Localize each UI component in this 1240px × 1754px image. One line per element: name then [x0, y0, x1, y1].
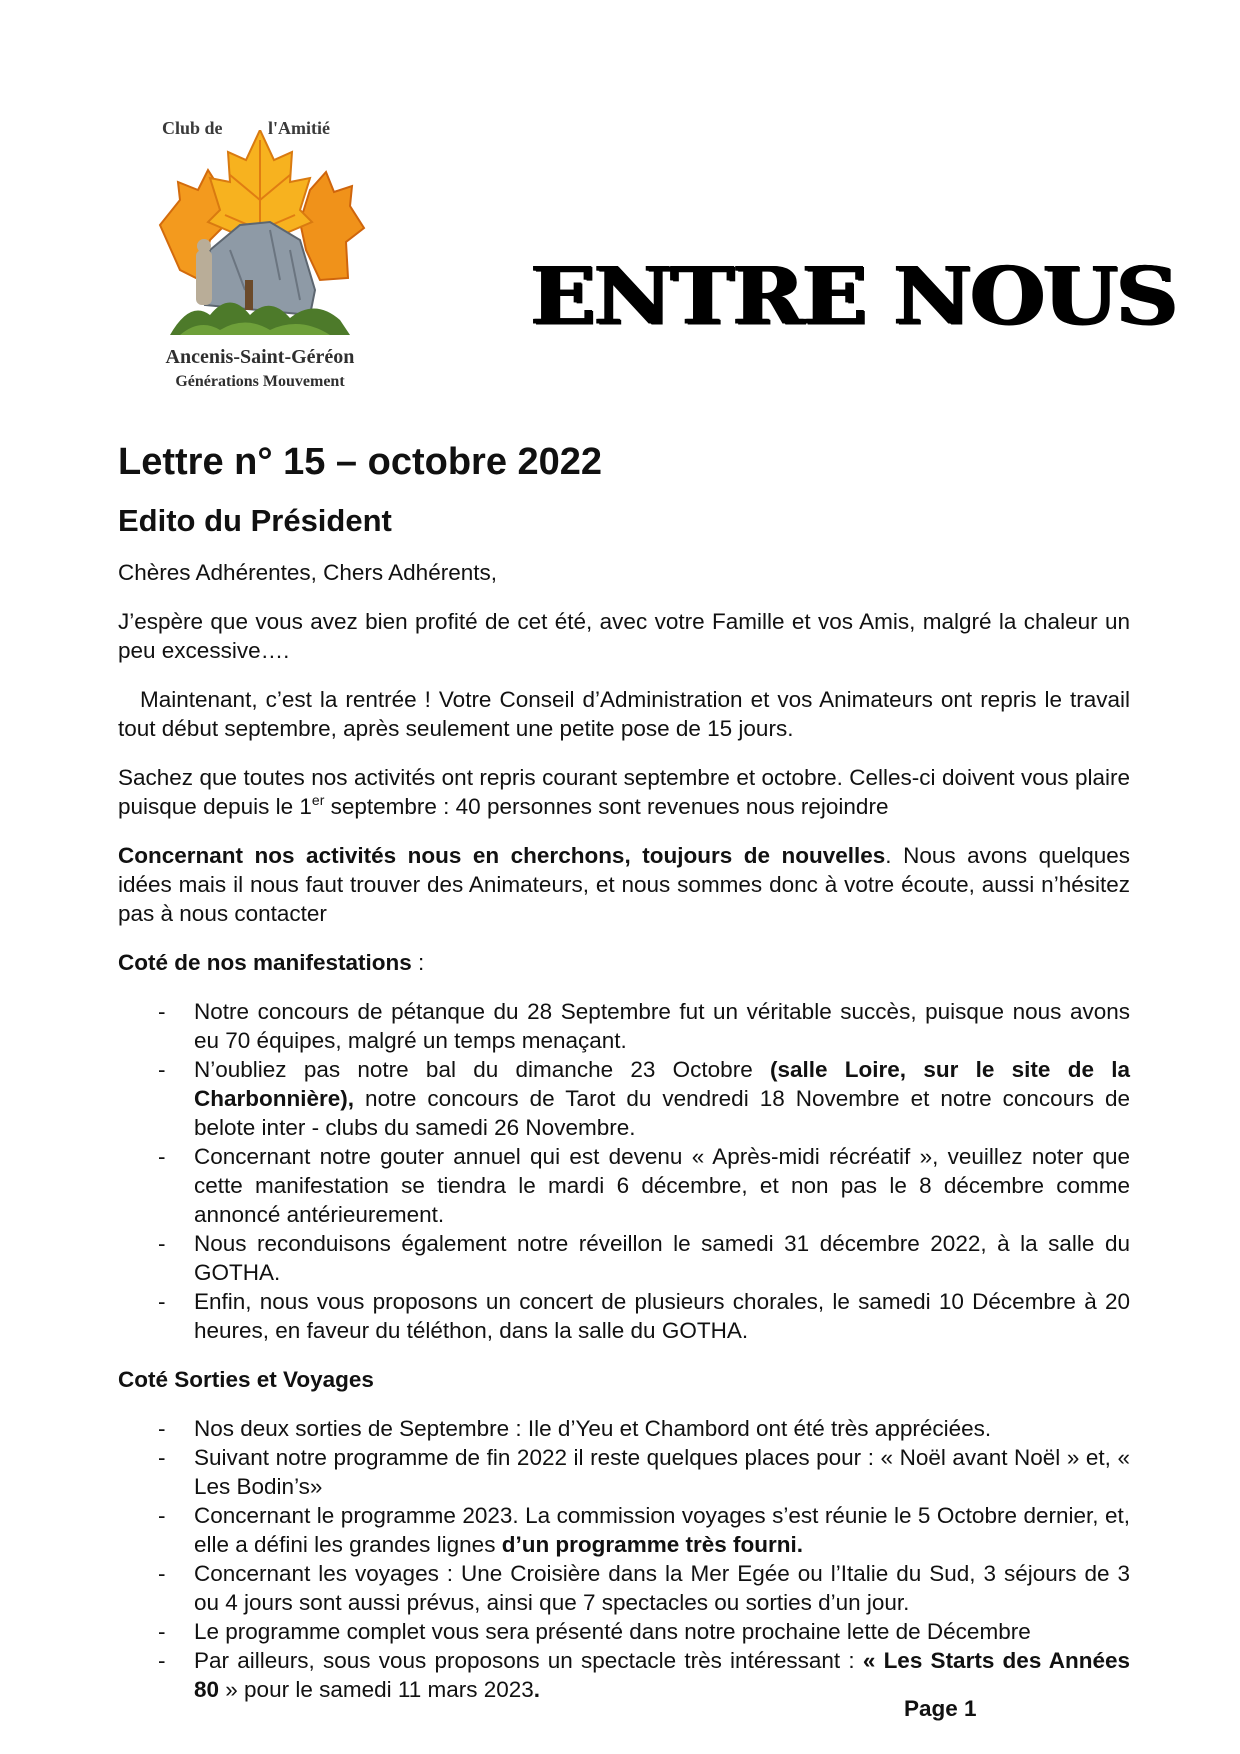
list-item: - Enfin, nous vous proposons un concert de plusieurs chorales, le samedi 10 Décembre à 20 heures, en faveur du téléthon, dans la salle du GOTHA.	[194, 1287, 1130, 1345]
paragraph-2: Maintenant, c’est la rentrée ! Votre Conseil d’Administration et vos Animateurs ont repris le travail tout début septembre, après seulement une petite pose de 15 jours.	[118, 687, 1130, 741]
logo-line1: Ancenis-Saint-Géréon	[165, 346, 355, 368]
list-item: - Notre concours de pétanque du 28 Septembre fut un véritable succès, puisque nous avons eu 70 équipes, malgré un temps menaçant.	[194, 997, 1130, 1055]
section-manifestations-heading	[118, 948, 1130, 977]
list-item: - Concernant les voyages : Une Croisière dans la Mer Egée ou l’Italie du Sud, 3 séjours de 3 ou 4 jours sont aussi prévus, ainsi que 7 spectacles ou sorties d’un jour.	[194, 1559, 1130, 1617]
list-item: - Nos deux sorties de Septembre : Ile d’Yeu et Chambord ont été très appréciées.	[194, 1414, 1130, 1443]
list-item: - Suivant notre programme de fin 2022 il reste quelques places pour : « Noël avant Noël » et, « Les Bodin’s»	[194, 1443, 1130, 1501]
paragraph-3-after: septembre : 40 personnes sont revenues nous rejoindre	[324, 794, 889, 819]
logo-top-right: l'Amitié	[268, 118, 330, 138]
club-logo	[140, 110, 380, 400]
paragraph-1: J’espère que vous avez bien profité de cet été, avec votre Famille et vos Amis, malgré la chaleur un peu excessive….	[118, 609, 1130, 663]
voyages-list	[118, 1414, 1130, 1704]
list-item	[194, 1646, 1130, 1704]
masthead-title: ENTRE NOUS	[530, 250, 1176, 343]
list-item-part: notre concours de Tarot du vendredi 18 Novembre et notre concours de belote inter - clubs du samedi 26 Novembre.	[194, 1086, 1130, 1140]
paragraph-3-sup: er	[311, 792, 325, 808]
logo-line2: Générations Mouvement	[175, 373, 345, 390]
list-item: - Nous reconduisons également notre réveillon le samedi 31 décembre 2022, à la salle du GOTHA.	[194, 1229, 1130, 1287]
list-item-part: Concernant le programme 2023. La commission voyages s’est réunie le 5 Octobre dernier, et, elle a défini les grandes lignes	[194, 1503, 1130, 1557]
list-item: - Le programme complet vous sera présenté dans notre prochaine lette de Décembre	[194, 1617, 1130, 1646]
section-voyages-title: Coté Sorties et Voyages	[118, 1367, 374, 1392]
page-number: Page 1	[904, 1696, 977, 1721]
letter-title: Lettre n° 15 – octobre 2022	[118, 441, 603, 483]
paragraph-3	[118, 763, 1130, 821]
section-manifestations-title: Coté de nos manifestations	[118, 950, 412, 975]
list-item-part: N’oubliez pas notre bal du dimanche 23 Octobre	[194, 1057, 770, 1082]
paragraph-4-bold: Concernant nos activités nous en cherchons, toujours de nouvelles	[118, 843, 886, 868]
list-item	[194, 1501, 1130, 1559]
logo-top-left: Club de	[162, 118, 223, 138]
list-item-bold: (salle Loire, sur le site de la Charbonnière),	[194, 1057, 1130, 1111]
list-item-bold: « Les Starts des Années 80	[194, 1648, 1130, 1702]
list-item-bold: .	[533, 1677, 541, 1702]
edito-heading: Edito du Président	[118, 503, 392, 538]
list-item: - Concernant notre gouter annuel qui est devenu « Après-midi récréatif », veuillez noter que cette manifestation se tiendra le mardi 6 décembre, et non pas le 8 décembre comme annoncé antérieurement.	[194, 1142, 1130, 1229]
section-voyages-heading	[118, 1365, 1130, 1394]
section-manifestations-suffix: :	[411, 950, 425, 975]
letter-body	[118, 440, 1130, 1724]
list-item-bold: d’un programme très fourni.	[501, 1532, 803, 1557]
list-item-part: » pour le samedi 11 mars 2023	[219, 1677, 534, 1702]
manifestations-list	[118, 997, 1130, 1345]
list-item-part: Par ailleurs, sous vous proposons un spectacle très intéressant :	[194, 1648, 863, 1673]
paragraph-4	[118, 841, 1130, 928]
maple-leaf-emblem-icon	[150, 130, 370, 345]
greeting: Chères Adhérentes, Chers Adhérents,	[118, 560, 497, 585]
list-item	[194, 1055, 1130, 1142]
paragraph-4-rest: . Nous avons quelques idées mais il nous faut trouver des Animateurs, et nous sommes donc à votre écoute, aussi n’hésitez pas à nous contacter	[118, 843, 1130, 926]
paragraph-3-before: Sachez que toutes nos activités ont repris courant septembre et octobre. Celles-ci doivent vous plaire puisque depuis le 1	[118, 765, 1130, 819]
